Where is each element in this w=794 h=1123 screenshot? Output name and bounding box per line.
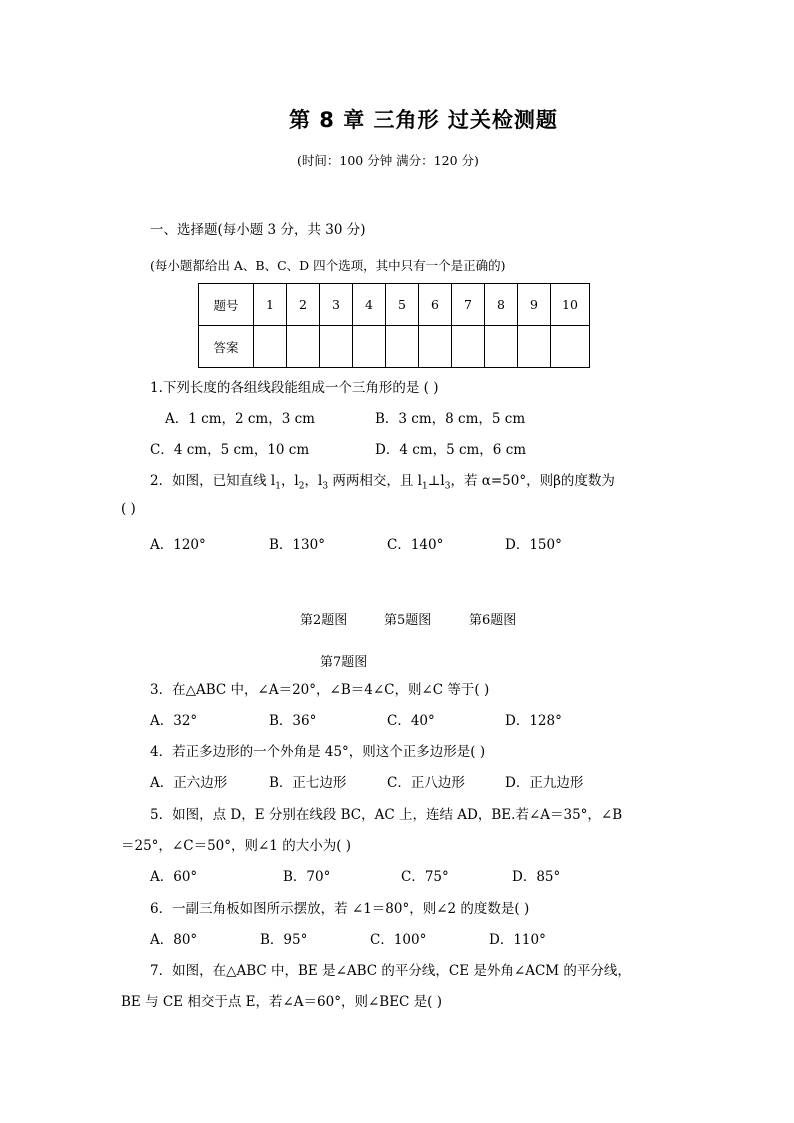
question-4-stem: 4．若正多边形的一个外角是 45°，则这个正多边形是( ) (150, 744, 486, 760)
question-1-option-d: D．4 cm，5 cm，6 cm (375, 442, 527, 458)
question-5-stem-line1: 5．如图，点 D，E 分别在线段 BC，AC 上，连结 AD，BE.若∠A＝35°，∠B (150, 807, 623, 823)
answer-cell[interactable] (287, 326, 320, 368)
page-title: 第 8 章 三角形 过关检测题 (289, 108, 558, 132)
table-number-cell: 4 (353, 284, 386, 326)
table-number-cell: 2 (287, 284, 320, 326)
table-number-cell: 9 (518, 284, 551, 326)
answer-cell[interactable] (452, 326, 485, 368)
answer-table (198, 283, 590, 368)
figure-caption-7: 第7题图 (320, 655, 368, 670)
question-2-option-d: D．150° (505, 537, 562, 553)
answer-cell[interactable] (254, 326, 287, 368)
question-3-option-d: D．128° (505, 713, 562, 729)
section-note: (每小题都给出 A、B、C、D 四个选项，其中只有一个是正确的) (150, 258, 506, 273)
figure-caption-5: 第5题图 (384, 613, 432, 628)
answer-cell[interactable] (518, 326, 551, 368)
question-1-option-c: C．4 cm，5 cm，10 cm (150, 442, 310, 458)
question-1-option-a: A．1 cm，2 cm，3 cm (165, 411, 315, 427)
question-3-option-a: A．32° (150, 713, 198, 729)
answer-cell[interactable] (386, 326, 419, 368)
table-header-cell: 答案 (199, 326, 254, 368)
question-4-option-b: B．正七边形 (269, 775, 347, 791)
table-number-cell: 8 (485, 284, 518, 326)
question-5-option-d: D．85° (512, 869, 561, 885)
table-number-cell: 3 (320, 284, 353, 326)
table-number-cell: 5 (386, 284, 419, 326)
answer-cell[interactable] (485, 326, 518, 368)
question-4-option-c: C．正八边形 (387, 775, 465, 791)
answer-cell[interactable] (551, 326, 590, 368)
table-header-cell: 题号 (199, 284, 254, 326)
table-number-cell: 1 (254, 284, 287, 326)
table-number-cell: 10 (551, 284, 590, 326)
question-5-option-b: B．70° (283, 869, 331, 885)
figure-caption-6: 第6题图 (469, 613, 517, 628)
table-number-cell: 6 (419, 284, 452, 326)
question-3-option-c: C．40° (387, 713, 435, 729)
question-5-option-a: A．60° (150, 869, 198, 885)
question-2-answer-paren: ( ) (121, 501, 136, 517)
question-2-option-c: C．140° (387, 537, 444, 553)
question-2-option-a: A．120° (150, 537, 206, 553)
question-5-stem-line2: ＝25°，∠C＝50°，则∠1 的大小为( ) (121, 838, 352, 854)
answer-cell[interactable] (419, 326, 452, 368)
question-2-option-b: B．130° (269, 537, 325, 553)
question-4-option-d: D．正九边形 (505, 775, 584, 791)
question-7-stem-line1: 7．如图，在△ABC 中，BE 是∠ABC 的平分线，CE 是外角∠ACM 的平分线， (150, 963, 631, 979)
answer-row (199, 326, 590, 368)
question-1-option-b: B．3 cm，8 cm，5 cm (375, 411, 526, 427)
answer-cell[interactable] (353, 326, 386, 368)
table-number-cell: 7 (452, 284, 485, 326)
question-3-stem: 3．在△ABC 中，∠A＝20°，∠B＝4∠C，则∠C 等于( ) (150, 682, 490, 698)
question-6-option-c: C．100° (370, 932, 427, 948)
question-6-stem: 6．一副三角板如图所示摆放，若 ∠1＝80°，则∠2 的度数是( ) (150, 901, 530, 917)
exam-info: (时间：100 分钟 满分：120 分) (297, 153, 479, 168)
answer-cell[interactable] (320, 326, 353, 368)
question-number-row (199, 284, 590, 326)
section-heading: 一、选择题(每小题 3 分，共 30 分) (150, 222, 366, 238)
question-2-stem: 2．如图，已知直线 $l_1$，$l_2$，$l_3$ 两两相交，且 $l_1\perp l_3$，若 α=50°，则β的度数为 (150, 473, 615, 492)
question-4-option-a: A．正六边形 (150, 775, 228, 791)
question-6-option-a: A．80° (150, 932, 198, 948)
question-5-option-c: C．75° (401, 869, 449, 885)
question-1-stem: 1.下列长度的各组线段能组成一个三角形的是 ( ) (150, 380, 439, 396)
question-3-option-b: B．36° (269, 713, 317, 729)
question-7-stem-line2: BE 与 CE 相交于点 E，若∠A＝60°，则∠BEC 是( ) (121, 994, 443, 1010)
question-6-option-d: D．110° (489, 932, 546, 948)
figure-caption-2: 第2题图 (300, 613, 348, 628)
question-6-option-b: B．95° (260, 932, 308, 948)
